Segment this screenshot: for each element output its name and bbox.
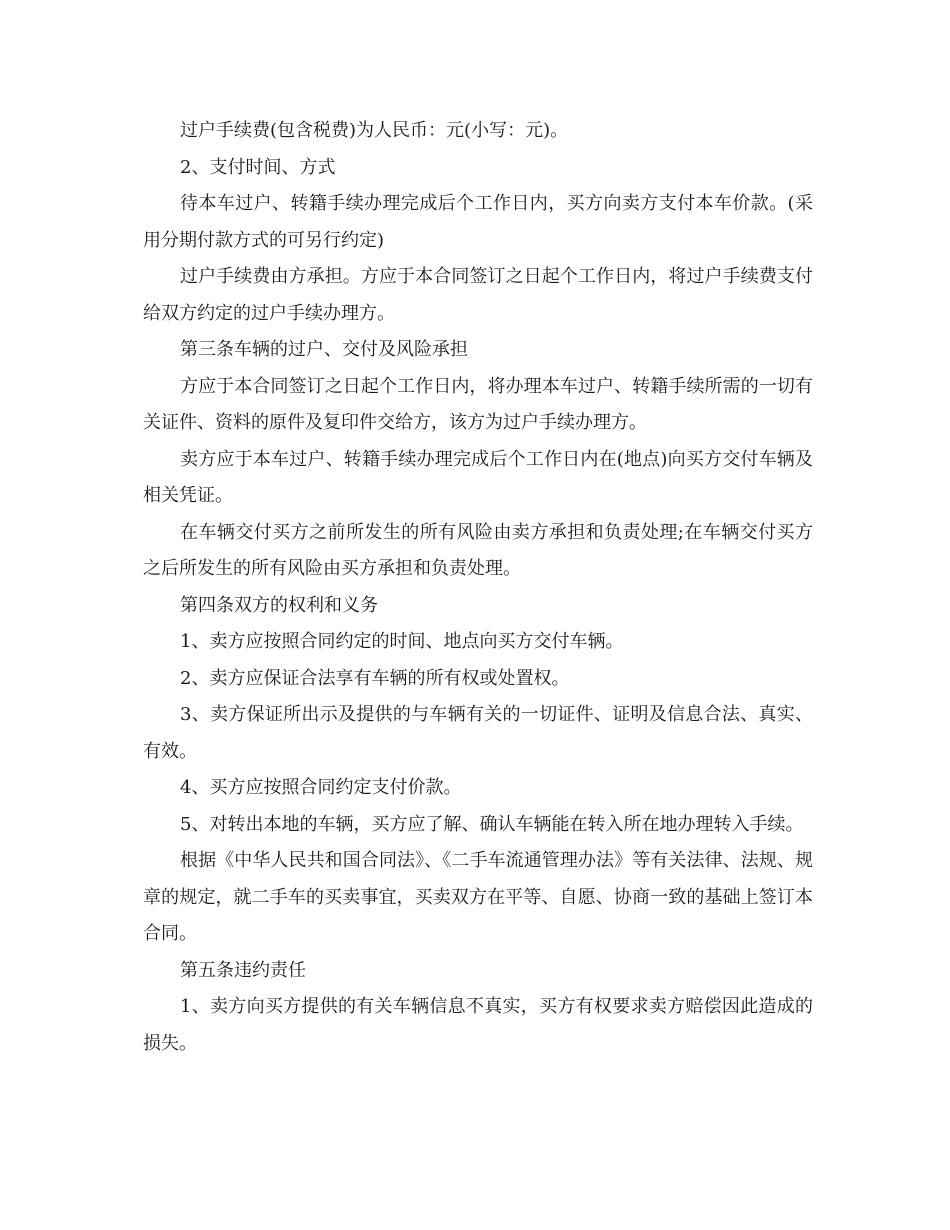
list-item-obligation-3: 3、卖方保证所出示及提供的与车辆有关的一切证件、证明及信息合法、真实、有效。	[143, 704, 813, 762]
section-heading-article-5: 第五条违约责任	[180, 959, 306, 981]
paragraph-risk-bearing: 在车辆交付买方之前所发生的所有风险由卖方承担和负责处理;在车辆交付买方之后所发生的所有风险由买方承担和负责处理。	[143, 521, 813, 579]
paragraph-transfer-fee: 过户手续费(包含税费)为人民币：元(小写：元)。	[180, 120, 569, 141]
paragraph-documents-handover: 方应于本合同签订之日起个工作日内，将办理本车过户、转籍手续所需的一切有关证件、资料的原件及复印件交给方，该方为过户手续办理方。	[143, 375, 813, 433]
section-heading-article-3: 第三条车辆的过户、交付及风险承担	[180, 339, 468, 360]
paragraph-vehicle-delivery: 卖方应于本车过户、转籍手续办理完成后个工作日内在(地点)向买方交付车辆及相关凭证。	[143, 448, 813, 506]
paragraph-payment-timing: 待本车过户、转籍手续办理完成后个工作日内，买方向卖方支付本车价款。(采用分期付款方式的可另行约定)	[143, 193, 813, 251]
document-body	[143, 113, 813, 1062]
section-heading-article-4: 第四条双方的权利和义务	[180, 594, 378, 616]
list-item-obligation-4: 4、买方应按照合同约定支付价款。	[180, 777, 462, 798]
list-item-liability-1: 1、卖方向买方提供的有关车辆信息不真实，买方有权要求卖方赔偿因此造成的损失。	[143, 996, 813, 1054]
list-item-obligation-1: 1、卖方应按照合同约定的时间、地点向买方交付车辆。	[180, 631, 624, 652]
paragraph-legal-basis: 根据《中华人民共和国合同法》、《二手车流通管理办法》等有关法律、法规、规章的规定，就二手车的买卖事宜，买卖双方在平等、自愿、协商一致的基础上签订本合同。	[143, 850, 813, 944]
paragraph-payment-heading: 2、支付时间、方式	[180, 156, 336, 178]
paragraph-fee-burden: 过户手续费由方承担。方应于本合同签订之日起个工作日内，将过户手续费支付给双方约定的过户手续办理方。	[143, 266, 813, 324]
list-item-obligation-5: 5、对转出本地的车辆，买方应了解、确认车辆能在转入所在地办理转入手续。	[180, 813, 804, 835]
list-item-obligation-2: 2、卖方应保证合法享有车辆的所有权或处置权。	[180, 667, 570, 689]
